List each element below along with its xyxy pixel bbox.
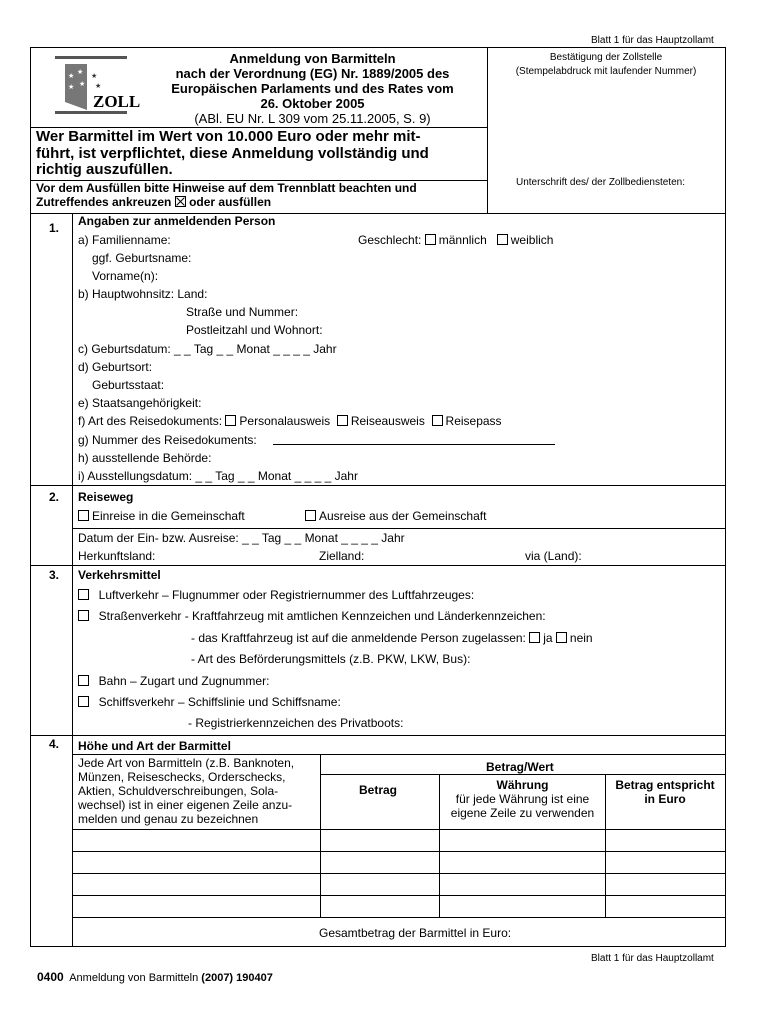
svg-text:★: ★	[91, 73, 98, 80]
section-4-description: Jede Art von Barmitteln (z.B. Banknoten, Münzen, Reiseschecks, Orderschecks, Aktien, Schuldverschreibungen, Sola- wechsel) ist in einer eigenen Zeile anzu- melden und genau zu bezeichnen	[78, 756, 295, 826]
svg-text:★: ★	[95, 83, 102, 90]
label-behoerde: h) ausstellende Behörde:	[78, 451, 212, 465]
header-betrag: Betrag	[359, 783, 398, 797]
option-ausreise: Ausreise aus der Gemeinschaft	[305, 509, 486, 523]
label-befoerderungsmittel: - Art des Beförderungsmittels (z.B. PKW, LKW, Bus):	[191, 652, 471, 666]
sheet-note-top: Blatt 1 für das Hauptzollamt	[591, 35, 714, 46]
svg-text:★: ★	[68, 84, 75, 91]
zugelassen-group: - das Kraftfahrzeug ist auf die anmeldende Person zugelassen: ja nein	[191, 631, 593, 645]
checkbox-maennlich[interactable]	[425, 234, 436, 245]
sheet-note-bottom: Blatt 1 für das Hauptzollamt	[591, 953, 714, 964]
option-bahn: Bahn – Zugart und Zugnummer:	[78, 674, 269, 688]
nummer-input-line[interactable]	[273, 444, 555, 445]
label-privatboot: - Registrierkennzeichen des Privatboots:	[188, 716, 404, 730]
checkbox-schiffsverkehr[interactable]	[78, 696, 89, 707]
checkbox-weiblich[interactable]	[497, 234, 508, 245]
label-nummer-reisedokument: g) Nummer des Reisedokuments:	[78, 433, 257, 447]
label-gesamtbetrag: Gesamtbetrag der Barmittel in Euro:	[319, 926, 512, 940]
option-luftverkehr: Luftverkehr – Flugnummer oder Registriernummer des Luftfahrzeuges:	[78, 588, 474, 602]
section-1-title: Angaben zur anmeldenden Person	[78, 214, 276, 228]
label-familienname: a) Familienname:	[78, 233, 171, 247]
option-schiffsverkehr: Schiffsverkehr – Schiffslinie und Schiffsname:	[78, 695, 341, 709]
checkbox-ja[interactable]	[529, 632, 540, 643]
checkbox-reiseausweis[interactable]	[337, 415, 348, 426]
label-strasse: Straße und Nummer:	[186, 305, 299, 319]
warning-text: Wer Barmittel im Wert von 10.000 Euro oder mehr mit- führt, ist verpflichtet, diese Anmeldung vollständig und richtig auszufüllen.	[36, 128, 429, 178]
option-strassenverkehr: Straßenverkehr - Kraftfahrzeug mit amtlichen Kennzeichen und Länderkennzeichen:	[78, 609, 546, 623]
checkbox-bahn[interactable]	[78, 675, 89, 686]
label-geburtsname: ggf. Geburtsname:	[92, 251, 192, 265]
label-geburtsdatum: c) Geburtsdatum: _ _ Tag _ _ Monat _ _ _ _ Jahr	[78, 342, 337, 356]
checkbox-ausreise[interactable]	[305, 510, 316, 521]
crossed-checkbox-icon	[175, 196, 186, 207]
label-plz: Postleitzahl und Wohnort:	[186, 323, 323, 337]
label-herkunftsland: Herkunftsland:	[78, 549, 156, 563]
label-vorname: Vorname(n):	[92, 269, 159, 283]
form-title: Anmeldung von Barmitteln nach der Verordnung (EG) Nr. 1889/2005 des Europäischen Parlaments und des Rates vom 26. Oktober 2005 (ABl. EU Nr. L 309 vom 25.11.2005, S. 9)	[171, 51, 454, 126]
label-geburtsstaat: Geburtsstaat:	[92, 378, 165, 392]
checkbox-luftverkehr[interactable]	[78, 589, 89, 600]
signature-label: Unterschrift des/ der Zollbediensteten:	[516, 177, 685, 188]
label-hauptwohnsitz: b) Hauptwohnsitz: Land:	[78, 287, 208, 301]
barmittel-table-rows[interactable]	[73, 830, 725, 917]
section-3-title: Verkehrsmittel	[78, 568, 161, 582]
zoll-logo	[55, 56, 141, 114]
reisedokument-group: f) Art des Reisedokuments: Personalausweis Reiseausweis Reisepass	[78, 414, 502, 428]
checkbox-reisepass[interactable]	[432, 415, 443, 426]
svg-text:★: ★	[79, 81, 86, 88]
form-footer: 0400 Anmeldung von Barmitteln (2007) 190407	[37, 970, 273, 984]
header-betrag-euro: Betrag entspricht in Euro	[615, 778, 715, 806]
header-betrag-wert: Betrag/Wert	[486, 760, 554, 774]
section-2-title: Reiseweg	[78, 490, 134, 504]
section-4-number: 4.	[49, 737, 60, 751]
section-3-number: 3.	[49, 568, 60, 582]
label-ausstellungsdatum: i) Ausstellungsdatum: _ _ Tag _ _ Monat _ _ _ _ Jahr	[78, 469, 358, 483]
label-reisedatum: Datum der Ein- bzw. Ausreise: _ _ Tag _ _ Monat _ _ _ _ Jahr	[78, 531, 405, 545]
section-1-number: 1.	[49, 221, 60, 235]
checkbox-nein[interactable]	[556, 632, 567, 643]
label-geburtsort: d) Geburtsort:	[78, 360, 153, 374]
label-zielland: Zielland:	[319, 549, 365, 563]
label-via: via (Land):	[525, 549, 582, 563]
stamp-area: Bestätigung der Zollstelle (Stempelabdruck mit laufender Nummer)	[515, 52, 697, 77]
option-einreise: Einreise in die Gemeinschaft	[78, 509, 245, 523]
checkbox-einreise[interactable]	[78, 510, 89, 521]
label-staatsangehoerigkeit: e) Staatsangehörigkeit:	[78, 396, 202, 410]
svg-text:★: ★	[68, 73, 75, 80]
checkbox-personalausweis[interactable]	[225, 415, 236, 426]
geschlecht-group: Geschlecht: männlich weiblich	[358, 233, 554, 247]
section-4-title: Höhe und Art der Barmittel	[78, 739, 231, 753]
checkbox-strassenverkehr[interactable]	[78, 610, 89, 621]
section-2-number: 2.	[49, 490, 60, 504]
svg-text:★: ★	[77, 69, 84, 76]
hint-text: Vor dem Ausfüllen bitte Hinweise auf dem Trennblatt beachten und Zutreffendes ankreuzen oder ausfüllen	[36, 181, 417, 209]
logo-text: ZOLL	[93, 92, 141, 111]
header-waehrung: Währung für jede Währung ist eine eigene Zeile zu verwenden	[450, 778, 595, 820]
